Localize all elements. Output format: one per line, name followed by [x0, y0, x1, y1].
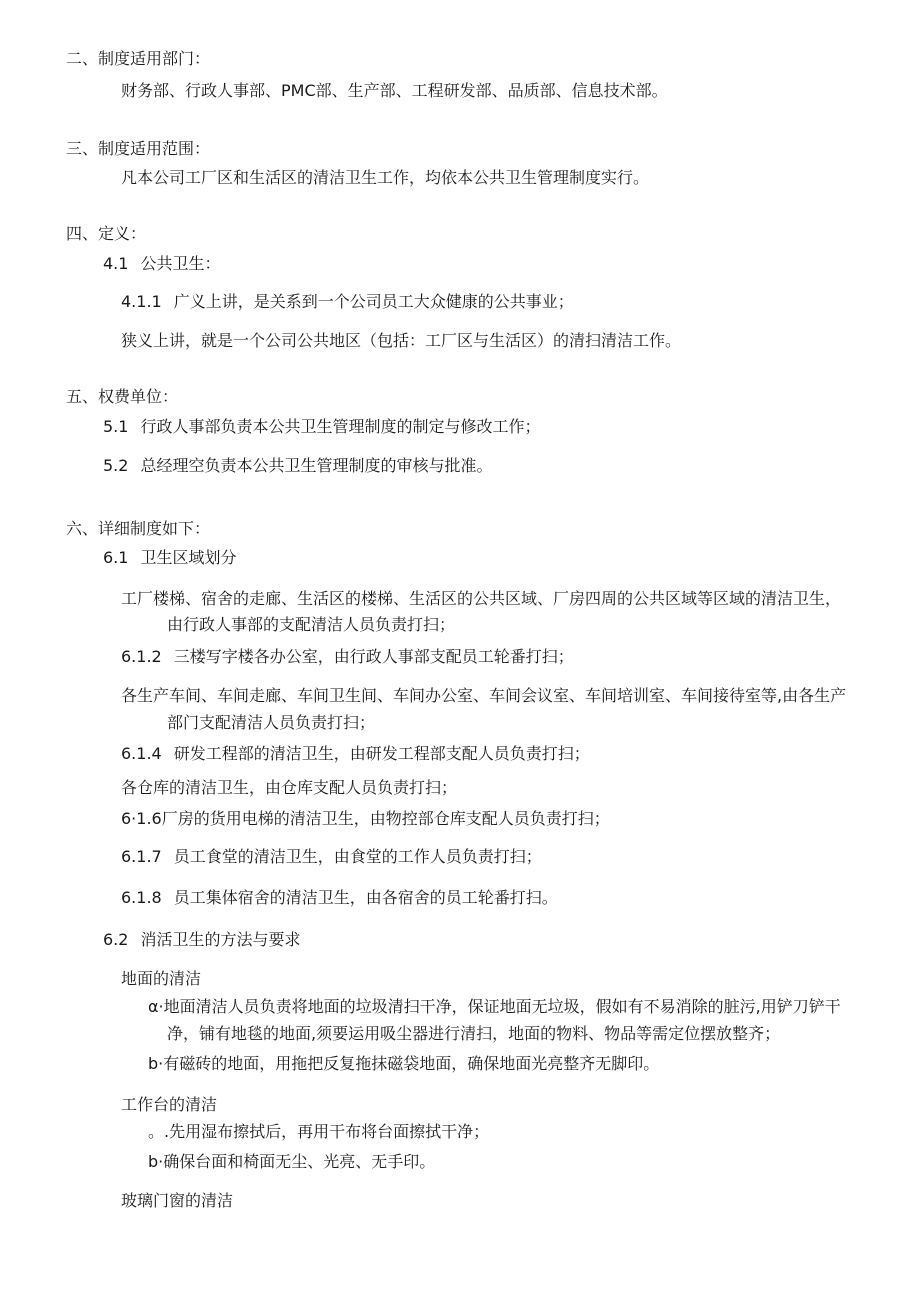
section-4-1-title: 公共卫生：: [140, 254, 221, 273]
desk-cleaning-title: 工作台的清洁: [121, 1095, 218, 1114]
item-6-1-1-line1: 工厂楼梯、宿舍的走廊、生活区的楼梯、生活区的公共区域、厂房四周的公共区域等区域的清洁卫生，: [121, 589, 842, 608]
item-6-1-8: [121, 887, 558, 909]
item-6-1-3-line2: 部门支配清洁人员负责打扫；: [167, 713, 376, 732]
item-5-2-number: 5.2: [103, 456, 129, 475]
section-4-heading: 四、定义：: [66, 224, 147, 243]
section-5-heading: 五、权费单位：: [66, 387, 179, 406]
section-2-heading: 二、制度适用部门：: [66, 49, 211, 68]
item-4-1-1-number: 4.1.1: [121, 292, 162, 311]
item-6-1-8-text: 员工集体宿舍的清洁卫生，由各宿舍的员工轮番打扫。: [173, 888, 558, 907]
item-6-1-7: [121, 846, 542, 868]
item-6-1-7-text: 员工食堂的清洁卫生，由食堂的工作人员负责打扫；: [173, 847, 542, 866]
item-6-1-3-line1: 各生产车间、车间走廊、车间卫生间、车间办公室、车间会议室、车间培训室、车间接待室等,由各生产: [121, 686, 847, 705]
item-6-1-4-text: 研发工程部的清洁卫生，由研发工程部支配人员负责打扫；: [173, 744, 590, 763]
item-5-1: [103, 416, 540, 438]
item-6-1-1-line2: 由行政人事部的支配清洁人员负责打扫；: [167, 615, 456, 634]
item-6-1-7-number: 6.1.7: [121, 847, 162, 866]
item-6-1-4: [121, 743, 590, 765]
item-5-1-number: 5.1: [103, 417, 129, 436]
section-3-body: 凡本公司工厂区和生活区的清洁卫生工作，均依本公共卫生管理制度实行。: [121, 168, 650, 187]
item-4-1-1-text: 广义上讲，是关系到一个公司员工大众健康的公共事业；: [173, 292, 574, 311]
item-4-1-1: [121, 291, 574, 313]
item-4-1-2-text: 狭义上讲，就是一个公司公共地区（包括：工厂区与生活区）的清扫清洁工作。: [121, 331, 682, 350]
item-6-1-2-number: 6.1.2: [121, 647, 162, 666]
section-3-heading: 三、制度适用范围：: [66, 139, 211, 158]
floor-cleaning-a-line2: 净，铺有地毯的地面,须要运用吸尘器进行清扫，地面的物料、物品等需定位摆放整齐；: [167, 1024, 781, 1043]
item-5-1-text: 行政人事部负责本公共卫生管理制度的制定与修改工作；: [140, 417, 541, 436]
section-6-2-heading: [103, 929, 300, 951]
item-6-1-2-text: 三楼写字楼各办公室，由行政人事部支配员工轮番打扫；: [173, 647, 574, 666]
floor-cleaning-title: 地面的清洁: [121, 969, 202, 988]
section-6-1-title: 卫生区域划分: [140, 548, 237, 567]
section-2-body: 财务部、行政人事部、PMC部、生产部、工程研发部、品质部、信息技术部。: [121, 81, 668, 100]
floor-cleaning-b: b·有磁砖的地面，用拖把反复拖抹磁袋地面，确保地面光亮整齐无脚印。: [148, 1054, 660, 1073]
item-6-1-8-number: 6.1.8: [121, 888, 162, 907]
section-4-1-number: 4.1: [103, 254, 129, 273]
floor-cleaning-a-line1: α·地面清洁人员负责将地面的垃圾清扫干净，保证地面无垃圾，假如有不易消除的脏污,用铲刀铲干: [148, 997, 841, 1016]
section-4-1-heading: [103, 253, 220, 275]
section-6-1-number: 6.1: [103, 548, 129, 567]
item-5-2-text: 总经理空负责本公共卫生管理制度的审核与批准。: [140, 456, 493, 475]
section-6-2-number: 6.2: [103, 930, 129, 949]
glass-cleaning-title: 玻璃门窗的清洁: [121, 1191, 234, 1210]
item-6-1-6-text: 6·1.6厂房的货用电梯的清洁卫生，由物控部仓库支配人员负责打扫；: [121, 809, 610, 828]
section-6-1-heading: [103, 547, 236, 569]
section-6-2-title: 消活卫生的方法与要求: [140, 930, 301, 949]
desk-cleaning-a: 。.先用湿布擦拭后，再用干布将台面擦拭干净；: [148, 1122, 490, 1141]
desk-cleaning-b: b·确保台面和椅面无尘、光亮、无手印。: [148, 1152, 436, 1171]
section-6-heading: 六、详细制度如下：: [66, 519, 211, 538]
item-6-1-4-number: 6.1.4: [121, 744, 162, 763]
item-5-2: [103, 455, 492, 477]
item-6-1-5-text: 各仓库的清洁卫生，由仓库支配人员负责打扫；: [121, 778, 458, 797]
item-6-1-2: [121, 646, 574, 668]
